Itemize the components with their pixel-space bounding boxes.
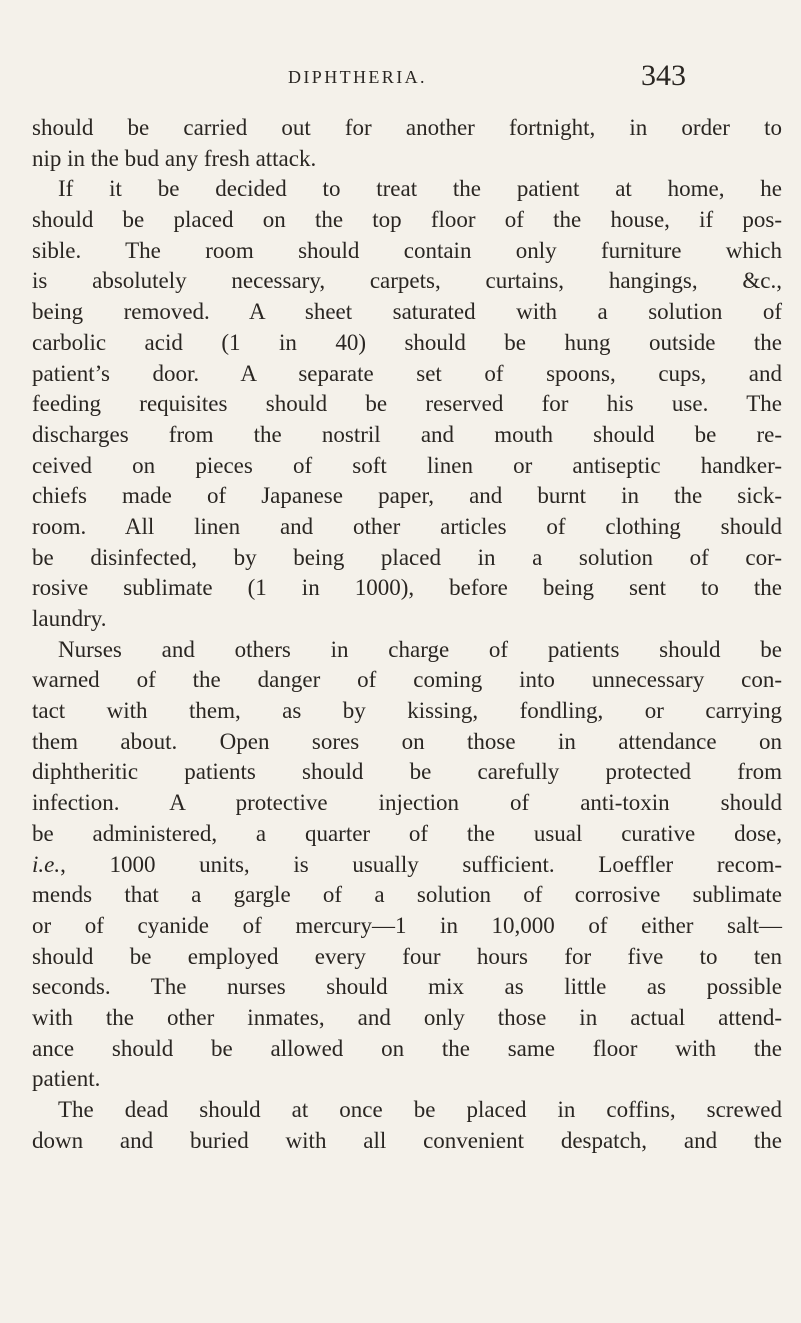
text-line: discharges from the nostril and mouth should be re- xyxy=(32,421,782,447)
text-line: being removed. A sheet saturated with a solution of xyxy=(32,299,782,325)
text-line: carbolic acid (1 in 40) should be hung outside the xyxy=(32,329,782,355)
text-line: Nurses and others in charge of patients should be xyxy=(58,636,782,662)
text-line: nip in the bud any fresh attack. xyxy=(32,145,317,171)
text-line: be administered, a quarter of the usual curative dose, xyxy=(32,820,782,846)
text-line: should be placed on the top floor of the house, if pos- xyxy=(32,207,782,233)
text-line: patient. xyxy=(32,1066,101,1092)
text-line: sible. The room should contain only furniture which xyxy=(32,237,782,263)
text-line: is absolutely necessary, carpets, curtains, hangings, &c., xyxy=(32,268,782,294)
text-line: i.e., 1000 units, is usually sufficient. Loeffler recom- xyxy=(32,851,782,877)
text-line: ance should be allowed on the same floor with the xyxy=(32,1035,782,1061)
page-number: 343 xyxy=(641,59,686,92)
body-text xyxy=(32,113,782,1156)
text-line: them about. Open sores on those in attendance on xyxy=(32,728,782,754)
text-line: ceived on pieces of soft linen or antiseptic handker- xyxy=(32,452,782,478)
running-title: DIPHTHERIA. xyxy=(288,67,427,87)
text-line: rosive sublimate (1 in 1000), before being sent to the xyxy=(32,575,782,601)
text-line: If it be decided to treat the patient at home, he xyxy=(58,176,782,202)
text-line: warned of the danger of coming into unnecessary con- xyxy=(32,667,782,693)
text-line: laundry. xyxy=(32,606,107,631)
text-line: seconds. The nurses should mix as little as possible xyxy=(32,974,782,1000)
text-line: with the other inmates, and only those in actual attend- xyxy=(32,1004,782,1030)
text-line: should be employed every four hours for five to ten xyxy=(32,943,782,969)
text-line: The dead should at once be placed in coffins, screwed xyxy=(58,1097,782,1122)
text-line: should be carried out for another fortnight, in order to xyxy=(32,115,782,140)
text-line: feeding requisites should be reserved for his use. The xyxy=(32,391,782,417)
text-line: be disinfected, by being placed in a solution of cor- xyxy=(32,544,782,570)
running-head xyxy=(0,59,801,104)
text-line: patient’s door. A separate set of spoons, cups, and xyxy=(32,360,782,386)
text-line: or of cyanide of mercury—1 in 10,000 of either salt— xyxy=(32,912,782,938)
text-line: tact with them, as by kissing, fondling, or carrying xyxy=(32,698,782,724)
text-line: room. All linen and other articles of clothing should xyxy=(32,513,782,539)
text-line: infection. A protective injection of anti-toxin should xyxy=(32,790,782,816)
text-line: diphtheritic patients should be carefully protected from xyxy=(32,759,782,785)
text-line: chiefs made of Japanese paper, and burnt in the sick- xyxy=(32,483,782,509)
text-line: mends that a gargle of a solution of corrosive sublimate xyxy=(32,882,782,908)
text-line: down and buried with all convenient despatch, and the xyxy=(32,1127,782,1153)
